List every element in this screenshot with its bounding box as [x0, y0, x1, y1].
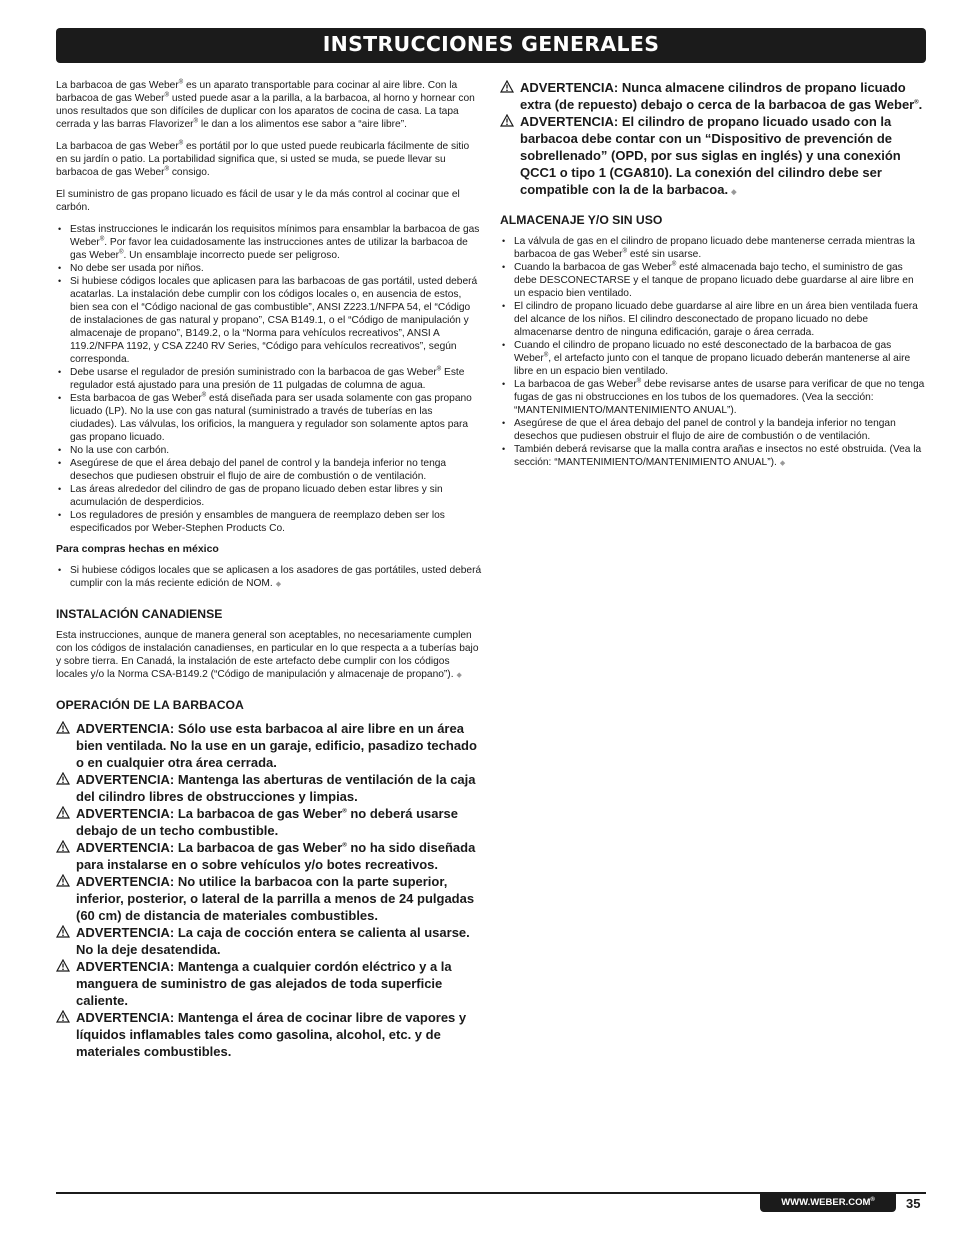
storage-heading: ALMACENAJE Y/O SIN USO — [500, 213, 663, 227]
warning-triangle-icon — [56, 806, 70, 819]
page-number: 35 — [906, 1196, 921, 1211]
warning-item: ADVERTENCIA: Mantenga las aberturas de ventilación de la caja del cilindro libres de obstrucciones y limpias. — [56, 771, 482, 805]
list-item: • También deberá revisarse que la malla contra arañas e insectos no esté obstruida. (Vea la sección: “MANTENIMIENTO/MANTENIMIENTO ANUAL”). ◆ — [500, 443, 925, 470]
mexico-heading: Para compras hechas en méxico — [56, 543, 219, 555]
canada-paragraph: Esta instrucciones, aunque de manera general son aceptables, no necesariamente cumplen con los códigos de instalación canadienses, en particular en lo que respecta a a tuberías bajo y sobre tierra. En Canadá, la instalación de este artefacto debe cumplir con los códigos locales y/o la Norma CSA-B149.2 (“Código de manipulación y almacenaje de propano”). ◆ — [56, 630, 479, 680]
end-diamond-icon: ◆ — [731, 189, 737, 196]
storage-bullet-list — [500, 235, 925, 470]
list-item: • Estas instrucciones le indicarán los requisitos mínimos para ensamblar la barbacoa de gas Weber®. Por favor lea cuidadosamente las instrucciones antes de utilizar la barbacoa de gas Weber®. Un ensamblaje incorrecto puede ser peligroso. — [56, 223, 482, 262]
intro-paragraph-1: La barbacoa de gas Weber® es un aparato transportable para cocinar al aire libre. Con la barbacoa de gas Weber® usted puede asar a la parilla, a la barbacoa, al horno y hornear con unos resultados que son difíciles de duplicar con los aparatos de cocina de casa. La tapa cerrada y las barras Flavorizer® le dan a los alimentos ese sabor a “aire libre”. — [56, 79, 475, 130]
list-item: • Si hubiese códigos locales que se aplicasen a los asadores de gas portátiles, usted deberá cumplir con la más reciente edición de NOM. ◆ — [56, 564, 482, 591]
operation-heading: OPERACIÓN DE LA BARBACOA — [56, 698, 244, 712]
list-item: • Los reguladores de presión y ensambles de manguera de reemplazo deben ser los especificados por Weber-Stephen Products Co. — [56, 509, 482, 535]
warning-item: ADVERTENCIA: Mantenga el área de cocinar libre de vapores y líquidos inflamables tales como gasolina, alcohol, etc. y de materiales combustibles. — [56, 1009, 482, 1060]
end-diamond-icon: ◆ — [779, 460, 786, 467]
list-item: • La válvula de gas en el cilindro de propano licuado debe mantenerse cerrada mientras la barbacoa de gas Weber® esté sin usarse. — [500, 235, 925, 261]
warning-triangle-icon — [56, 840, 70, 853]
list-item: • Debe usarse el regulador de presión suministrado con la barbacoa de gas Weber® Este regulador está ajustado para una presión de 11 pulgadas de columna de agua. — [56, 366, 482, 392]
end-diamond-icon: ◆ — [456, 672, 462, 679]
list-item: • Cuando el cilindro de propano licuado no esté desconectado de la barbacoa de gas Weber®, el artefacto junto con el tanque de propano licuado deberán mantenerse al aire libre en un espacio bien ventilado. — [500, 339, 925, 378]
warning-item: ADVERTENCIA: El cilindro de propano licuado usado con la barbacoa debe contar con un “Dispositivo de prevención de sobrellenado” (OPD, por sus siglas en inglés) y una conexión QCC1 o tipo 1 (CGA810). La conexión del cilindro debe ser compatible con la de la barbacoa. ◆ — [500, 113, 925, 201]
warning-triangle-icon — [56, 874, 70, 887]
warning-triangle-icon — [500, 80, 514, 93]
list-item: • El cilindro de propano licuado debe guardarse al aire libre en un área bien ventilada fuera del alcance de los niños. El cilindro desconectado de propano licuado no debe almacenarse dentro de ninguna edificación, garaje o área cerrada. — [500, 300, 925, 339]
list-item: • Las áreas alrededor del cilindro de gas de propano licuado deben estar libres y sin acumulación de desperdicios. — [56, 483, 482, 509]
warning-item: ADVERTENCIA: Mantenga a cualquier cordón eléctrico y a la manguera de suministro de gas alejados de toda superficie caliente. — [56, 958, 482, 1009]
list-item: • No debe ser usada por niños. — [56, 262, 482, 275]
list-item: • Asegúrese de que el área debajo del panel de control y la bandeja inferior no tenga desechos que pudiesen obstruir el flujo de aire de combustión o de ventilación. — [56, 457, 482, 483]
warning-item: ADVERTENCIA: La caja de cocción entera se calienta al usarse. No la deje desatendida. — [56, 924, 482, 958]
intro-paragraph-2: La barbacoa de gas Weber® es portátil por lo que usted puede reubicarla fácilmente de sitio en su jardín o patio. La portabilidad significa que, si usted se muda, se puede llevar su barbacoa de gas Weber® consigo. — [56, 140, 470, 178]
warning-item: ADVERTENCIA: Sólo use esta barbacoa al aire libre en un área bien ventilada. No la use en un garaje, edificio, pasadizo techado o en cualquier otra área cerrada. — [56, 720, 482, 771]
page-title: INSTRUCCIONES GENERALES — [322, 32, 660, 56]
warning-triangle-icon — [56, 721, 70, 734]
intro-paragraph-3: El suministro de gas propano licuado es fácil de usar y le da más control al cocinar que el carbón. — [56, 189, 460, 213]
list-item: • Asegúrese de que el área debajo del panel de control y la bandeja inferior no tengan desechos que pudiesen obstruir el flujo de aire de combustión o de ventilación. — [500, 417, 925, 443]
warning-triangle-icon — [56, 1010, 70, 1023]
header-bar — [56, 28, 926, 63]
end-diamond-icon: ◆ — [275, 581, 282, 588]
list-item: • Si hubiese códigos locales que aplicasen para las barbacoas de gas portátil, usted deberá acatarlas. La instalación debe cumplir con los códigos locales o, en ausencia de estos, bien sea con el “Código nacional de gas combustible”, ANSI Z223.1/NFPA 54, el “Código de instalaciones de gas natural y propano”, CSA B149.1, o el “Código de manipulación y almacenaje de propano”, B149.2, o la “Norma para vehículos recreativos”, ANSI A 119.2/NFPA 1192, y CSA Z240 RV Series, “Código para vehículos recreativos”, según corresponda. — [56, 275, 482, 366]
warning-triangle-icon — [56, 925, 70, 938]
list-item: • Esta barbacoa de gas Weber® está diseñada para ser usada solamente con gas propano licuado (LP). No la use con gas natural (suministrado a través de tuberías en las ciudades). Las válvulas, los orificios, la manguera y regulador son solamente aptos para gas propano licuado. — [56, 392, 482, 444]
safety-bullet-list — [56, 223, 482, 535]
list-item: • No la use con carbón. — [56, 444, 482, 457]
left-column — [56, 79, 482, 1060]
footer-url: WWW.WEBER.COM® — [760, 1194, 896, 1212]
warning-triangle-icon — [500, 114, 514, 127]
warning-triangle-icon — [56, 772, 70, 785]
canada-heading: INSTALACIÓN CANADIENSE — [56, 607, 223, 621]
warning-item: ADVERTENCIA: La barbacoa de gas Weber® no ha sido diseñada para instalarse en o sobre vehículos y/o botes recreativos. — [56, 839, 482, 873]
list-item: • Cuando la barbacoa de gas Weber® esté almacenada bajo techo, el suministro de gas debe DESCONECTARSE y el tanque de propano licuado debe guardarse al aire libre en un espacio bien ventilado. — [500, 261, 925, 300]
list-item: • La barbacoa de gas Weber® debe revisarse antes de usarse para verificar de que no tenga fugas de gas ni obstrucciones en los tubos de los quemadores. (Vea la sección: “MANTENIMIENTO/MANTENIMIENTO ANUAL”). — [500, 378, 925, 417]
warning-triangle-icon — [56, 959, 70, 972]
warning-item: ADVERTENCIA: No utilice la barbacoa con la parte superior, inferior, posterior, o lateral de la parrilla a menos de 24 pulgadas (60 cm) de distancia de materiales combustibles. — [56, 873, 482, 924]
mexico-bullet-list — [56, 564, 482, 591]
warning-item: ADVERTENCIA: La barbacoa de gas Weber® no deberá usarse debajo de un techo combustible. — [56, 805, 482, 839]
right-column — [500, 79, 925, 478]
warning-item: ADVERTENCIA: Nunca almacene cilindros de propano licuado extra (de repuesto) debajo o cerca de la barbacoa de gas Weber®. — [500, 79, 925, 113]
